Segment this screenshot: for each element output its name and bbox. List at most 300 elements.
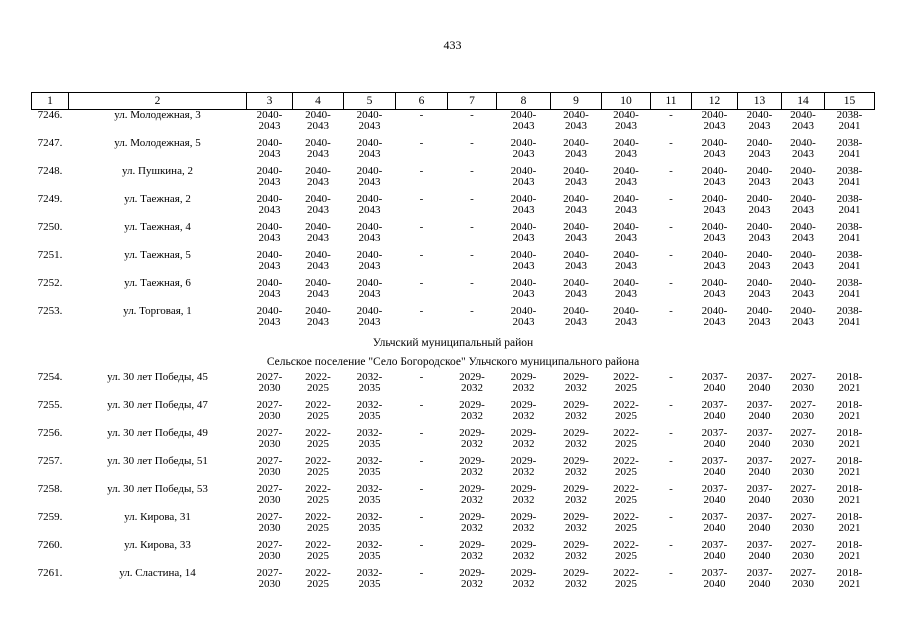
year-range-cell xyxy=(344,568,396,596)
year-range-end: 2030 xyxy=(258,494,281,506)
year-range-end: 2021 xyxy=(838,578,861,590)
year-range-start: 2040- xyxy=(563,305,589,317)
empty-value-cell: - xyxy=(419,137,424,149)
table-row xyxy=(32,428,875,456)
year-range-end: 2043 xyxy=(258,120,281,132)
year-range-cell xyxy=(293,278,344,306)
year-range-start: 2040- xyxy=(701,109,728,121)
year-range-cell xyxy=(551,456,602,484)
year-range-cell xyxy=(293,250,344,278)
year-range-start: 2022- xyxy=(613,371,639,383)
year-range-start: 2038- xyxy=(836,109,863,121)
year-range-end: 2032 xyxy=(461,494,483,506)
year-range-start: 2040- xyxy=(746,221,773,233)
header-row xyxy=(32,93,875,110)
year-range-start: 2029- xyxy=(459,455,485,467)
year-range-cell xyxy=(782,372,825,400)
year-range-cell xyxy=(825,456,875,484)
year-range-start: 2038- xyxy=(836,249,863,261)
year-range-end: 2025 xyxy=(307,522,329,534)
year-range-start: 2037- xyxy=(746,511,773,523)
year-range-cell xyxy=(825,306,875,334)
header-cell: 11 xyxy=(651,93,692,110)
year-range-end: 2030 xyxy=(792,494,814,506)
address-cell: ул. Таежная, 4 xyxy=(124,221,191,233)
year-range-cell xyxy=(448,512,497,540)
year-range-cell xyxy=(825,250,875,278)
year-range-end: 2043 xyxy=(748,120,771,132)
year-range-start: 2040- xyxy=(790,221,816,233)
year-range-end: 2043 xyxy=(565,288,587,300)
year-range-start: 2040- xyxy=(790,109,816,121)
year-range-cell xyxy=(293,110,344,139)
year-range-start: 2022- xyxy=(305,371,331,383)
year-range-start: 2029- xyxy=(563,371,589,383)
year-range-cell xyxy=(825,568,875,596)
year-range-end: 2043 xyxy=(565,316,587,328)
year-range-end: 2043 xyxy=(792,176,814,188)
year-range-end: 2032 xyxy=(461,522,483,534)
year-range-start: 2037- xyxy=(701,455,728,467)
year-range-start: 2040- xyxy=(356,109,383,121)
year-range-cell xyxy=(692,306,738,334)
empty-value-cell: - xyxy=(669,511,673,523)
year-range-end: 2035 xyxy=(358,550,381,562)
year-range-start: 2040- xyxy=(790,165,816,177)
year-range-cell xyxy=(448,456,497,484)
year-range-start: 2040- xyxy=(356,193,383,205)
year-range-end: 2041 xyxy=(838,204,861,216)
empty-value-cell: - xyxy=(419,305,424,317)
year-range-start: 2029- xyxy=(459,511,485,523)
address-cell: ул. Таежная, 5 xyxy=(124,249,191,261)
year-range-end: 2040 xyxy=(703,550,726,562)
year-range-end: 2043 xyxy=(307,316,329,328)
year-range-start: 2040- xyxy=(613,193,639,205)
section-header-row xyxy=(32,334,875,353)
table-row xyxy=(32,222,875,250)
year-range-end: 2025 xyxy=(307,494,329,506)
empty-value-cell: - xyxy=(470,193,474,205)
year-range-end: 2032 xyxy=(565,438,587,450)
year-range-end: 2043 xyxy=(307,260,329,272)
year-range-start: 2037- xyxy=(701,511,728,523)
year-range-cell xyxy=(551,484,602,512)
year-range-end: 2030 xyxy=(258,466,281,478)
year-range-end: 2043 xyxy=(792,232,814,244)
year-range-end: 2043 xyxy=(512,232,535,244)
year-range-start: 2022- xyxy=(613,511,639,523)
year-range-end: 2032 xyxy=(512,410,535,422)
year-range-end: 2035 xyxy=(358,494,381,506)
year-range-end: 2021 xyxy=(838,522,861,534)
year-range-start: 2037- xyxy=(746,539,773,551)
year-range-start: 2022- xyxy=(305,455,331,467)
year-range-cell xyxy=(344,222,396,250)
year-range-cell xyxy=(448,484,497,512)
year-range-end: 2032 xyxy=(461,578,483,590)
empty-value-cell: - xyxy=(419,539,424,551)
year-range-start: 2040- xyxy=(563,249,589,261)
year-range-end: 2032 xyxy=(565,494,587,506)
year-range-end: 2030 xyxy=(258,410,281,422)
address-cell: ул. Молодежная, 3 xyxy=(114,109,201,121)
year-range-start: 2018- xyxy=(836,455,863,467)
year-range-cell xyxy=(497,484,551,512)
year-range-cell xyxy=(692,222,738,250)
year-range-cell xyxy=(825,278,875,306)
year-range-end: 2043 xyxy=(512,120,535,132)
year-range-start: 2040- xyxy=(746,109,773,121)
year-range-end: 2040 xyxy=(703,578,726,590)
year-range-cell xyxy=(551,306,602,334)
year-range-cell xyxy=(738,484,782,512)
year-range-cell xyxy=(497,400,551,428)
row-number: 7255. xyxy=(37,399,63,411)
year-range-end: 2043 xyxy=(748,176,771,188)
year-range-start: 2040- xyxy=(701,277,728,289)
year-range-end: 2043 xyxy=(307,232,329,244)
year-range-start: 2040- xyxy=(701,137,728,149)
year-range-start: 2018- xyxy=(836,399,863,411)
year-range-end: 2043 xyxy=(703,204,726,216)
year-range-end: 2043 xyxy=(358,176,381,188)
year-range-end: 2043 xyxy=(748,260,771,272)
year-range-end: 2032 xyxy=(461,466,483,478)
year-range-end: 2043 xyxy=(307,148,329,160)
year-range-end: 2030 xyxy=(792,522,814,534)
year-range-cell xyxy=(738,456,782,484)
year-range-cell xyxy=(344,428,396,456)
year-range-cell xyxy=(293,484,344,512)
year-range-end: 2025 xyxy=(615,578,637,590)
empty-value-cell: - xyxy=(669,539,673,551)
row-number: 7247. xyxy=(37,137,63,149)
year-range-start: 2029- xyxy=(563,511,589,523)
year-range-start: 2029- xyxy=(563,427,589,439)
year-range-end: 2043 xyxy=(792,120,814,132)
empty-value-cell: - xyxy=(669,305,673,317)
empty-value-cell: - xyxy=(669,455,673,467)
year-range-end: 2043 xyxy=(748,148,771,160)
year-range-start: 2022- xyxy=(613,483,639,495)
year-range-start: 2040- xyxy=(613,249,639,261)
year-range-cell xyxy=(247,428,293,456)
year-range-end: 2030 xyxy=(792,438,814,450)
table-row xyxy=(32,250,875,278)
row-number: 7246. xyxy=(37,109,63,121)
year-range-start: 2040- xyxy=(613,165,639,177)
year-range-end: 2032 xyxy=(565,382,587,394)
year-range-start: 2040- xyxy=(510,277,537,289)
year-range-start: 2040- xyxy=(613,277,639,289)
year-range-end: 2040 xyxy=(748,438,771,450)
year-range-start: 2018- xyxy=(836,539,863,551)
year-range-cell xyxy=(738,222,782,250)
year-range-end: 2032 xyxy=(512,438,535,450)
year-range-end: 2043 xyxy=(358,148,381,160)
empty-value-cell: - xyxy=(419,277,424,289)
empty-value-cell: - xyxy=(669,109,673,121)
row-number: 7252. xyxy=(37,277,63,289)
year-range-end: 2030 xyxy=(792,382,814,394)
year-range-start: 2027- xyxy=(790,511,816,523)
year-range-cell xyxy=(825,110,875,139)
year-range-end: 2043 xyxy=(615,148,637,160)
empty-value-cell: - xyxy=(669,137,673,149)
year-range-start: 2040- xyxy=(356,277,383,289)
year-range-cell xyxy=(825,512,875,540)
year-range-cell xyxy=(247,372,293,400)
year-range-start: 2040- xyxy=(790,193,816,205)
year-range-end: 2040 xyxy=(748,494,771,506)
year-range-start: 2022- xyxy=(613,399,639,411)
year-range-start: 2040- xyxy=(563,109,589,121)
year-range-start: 2022- xyxy=(305,511,331,523)
year-range-end: 2043 xyxy=(615,288,637,300)
year-range-end: 2043 xyxy=(703,176,726,188)
empty-value-cell: - xyxy=(470,137,474,149)
year-range-start: 2032- xyxy=(356,427,383,439)
year-range-start: 2029- xyxy=(563,567,589,579)
year-range-end: 2043 xyxy=(258,260,281,272)
year-range-cell xyxy=(344,540,396,568)
year-range-start: 2038- xyxy=(836,277,863,289)
year-range-cell xyxy=(293,512,344,540)
year-range-cell xyxy=(738,110,782,139)
year-range-start: 2040- xyxy=(356,221,383,233)
year-range-cell xyxy=(782,166,825,194)
year-range-end: 2030 xyxy=(792,410,814,422)
year-range-start: 2029- xyxy=(563,399,589,411)
year-range-start: 2018- xyxy=(836,371,863,383)
address-cell: ул. 30 лет Победы, 45 xyxy=(107,371,208,383)
year-range-start: 2040- xyxy=(613,137,639,149)
year-range-end: 2043 xyxy=(258,176,281,188)
year-range-cell xyxy=(448,372,497,400)
year-range-end: 2035 xyxy=(358,410,381,422)
year-range-cell xyxy=(692,400,738,428)
year-range-start: 2022- xyxy=(305,399,331,411)
year-range-cell xyxy=(825,222,875,250)
year-range-start: 2022- xyxy=(305,427,331,439)
year-range-end: 2030 xyxy=(792,550,814,562)
year-range-start: 2040- xyxy=(613,109,639,121)
year-range-end: 2041 xyxy=(838,148,861,160)
year-range-cell xyxy=(602,484,651,512)
year-range-cell xyxy=(738,166,782,194)
year-range-end: 2043 xyxy=(358,288,381,300)
empty-value-cell: - xyxy=(419,165,424,177)
year-range-cell xyxy=(247,306,293,334)
year-range-start: 2027- xyxy=(790,371,816,383)
year-range-end: 2043 xyxy=(258,288,281,300)
year-range-cell xyxy=(344,278,396,306)
year-range-end: 2043 xyxy=(258,316,281,328)
year-range-cell xyxy=(692,110,738,139)
header-cell: 10 xyxy=(602,93,651,110)
year-range-end: 2040 xyxy=(748,466,771,478)
year-range-start: 2022- xyxy=(305,539,331,551)
year-range-end: 2041 xyxy=(838,316,861,328)
year-range-start: 2040- xyxy=(701,165,728,177)
year-range-cell xyxy=(551,138,602,166)
year-range-start: 2027- xyxy=(256,567,283,579)
year-range-end: 2025 xyxy=(307,466,329,478)
year-range-end: 2025 xyxy=(615,410,637,422)
year-range-cell xyxy=(738,512,782,540)
year-range-end: 2043 xyxy=(307,120,329,132)
year-range-start: 2022- xyxy=(613,455,639,467)
year-range-cell xyxy=(602,278,651,306)
year-range-start: 2040- xyxy=(790,277,816,289)
address-cell: ул. Кирова, 31 xyxy=(124,511,191,523)
year-range-cell xyxy=(782,484,825,512)
year-range-start: 2037- xyxy=(701,371,728,383)
year-range-start: 2040- xyxy=(613,305,639,317)
year-range-start: 2018- xyxy=(836,483,863,495)
register-table xyxy=(31,92,875,596)
year-range-start: 2027- xyxy=(256,427,283,439)
year-range-cell xyxy=(602,540,651,568)
year-range-cell xyxy=(692,512,738,540)
year-range-start: 2037- xyxy=(746,567,773,579)
year-range-end: 2043 xyxy=(748,316,771,328)
year-range-end: 2043 xyxy=(615,120,637,132)
header-cell: 14 xyxy=(782,93,825,110)
year-range-end: 2040 xyxy=(703,438,726,450)
year-range-cell xyxy=(782,222,825,250)
year-range-cell xyxy=(293,400,344,428)
year-range-end: 2043 xyxy=(792,316,814,328)
year-range-cell xyxy=(602,372,651,400)
address-cell: ул. Кирова, 33 xyxy=(124,539,191,551)
year-range-cell xyxy=(551,110,602,139)
year-range-end: 2025 xyxy=(615,494,637,506)
year-range-end: 2035 xyxy=(358,578,381,590)
header-cell: 3 xyxy=(247,93,293,110)
year-range-start: 2040- xyxy=(510,193,537,205)
year-range-start: 2029- xyxy=(510,455,537,467)
year-range-cell xyxy=(692,138,738,166)
year-range-start: 2040- xyxy=(256,305,283,317)
year-range-start: 2022- xyxy=(305,483,331,495)
year-range-cell xyxy=(448,540,497,568)
year-range-cell xyxy=(782,456,825,484)
year-range-end: 2032 xyxy=(461,438,483,450)
year-range-start: 2040- xyxy=(790,137,816,149)
year-range-cell xyxy=(825,484,875,512)
year-range-start: 2032- xyxy=(356,539,383,551)
year-range-end: 2043 xyxy=(792,288,814,300)
year-range-cell xyxy=(293,568,344,596)
year-range-cell xyxy=(782,278,825,306)
year-range-end: 2035 xyxy=(358,522,381,534)
year-range-cell xyxy=(247,484,293,512)
year-range-end: 2043 xyxy=(258,232,281,244)
year-range-end: 2032 xyxy=(565,578,587,590)
year-range-cell xyxy=(247,138,293,166)
year-range-start: 2027- xyxy=(790,455,816,467)
year-range-start: 2040- xyxy=(563,277,589,289)
year-range-end: 2043 xyxy=(615,316,637,328)
year-range-cell xyxy=(782,194,825,222)
empty-value-cell: - xyxy=(419,455,424,467)
year-range-start: 2029- xyxy=(510,511,537,523)
year-range-cell xyxy=(602,110,651,139)
empty-value-cell: - xyxy=(419,399,424,411)
year-range-start: 2040- xyxy=(305,277,331,289)
row-number: 7257. xyxy=(37,455,63,467)
year-range-cell xyxy=(247,194,293,222)
year-range-cell xyxy=(497,194,551,222)
year-range-cell xyxy=(782,250,825,278)
empty-value-cell: - xyxy=(470,277,474,289)
year-range-cell xyxy=(293,428,344,456)
year-range-end: 2043 xyxy=(512,288,535,300)
year-range-end: 2030 xyxy=(258,550,281,562)
year-range-cell xyxy=(602,568,651,596)
year-range-end: 2025 xyxy=(307,382,329,394)
empty-value-cell: - xyxy=(669,249,673,261)
year-range-start: 2029- xyxy=(510,483,537,495)
year-range-cell xyxy=(782,512,825,540)
year-range-end: 2032 xyxy=(512,522,535,534)
year-range-cell xyxy=(602,166,651,194)
header-cell: 5 xyxy=(344,93,396,110)
year-range-end: 2025 xyxy=(307,578,329,590)
year-range-end: 2043 xyxy=(565,260,587,272)
year-range-cell xyxy=(344,194,396,222)
year-range-cell xyxy=(602,306,651,334)
year-range-cell xyxy=(692,428,738,456)
year-range-cell xyxy=(293,166,344,194)
empty-value-cell: - xyxy=(419,511,424,523)
year-range-cell xyxy=(692,194,738,222)
year-range-start: 2040- xyxy=(305,109,331,121)
year-range-cell xyxy=(692,484,738,512)
empty-value-cell: - xyxy=(669,567,673,579)
year-range-cell xyxy=(344,484,396,512)
year-range-end: 2021 xyxy=(838,494,861,506)
year-range-end: 2043 xyxy=(358,316,381,328)
table-body xyxy=(32,110,875,597)
year-range-end: 2043 xyxy=(703,232,726,244)
year-range-start: 2029- xyxy=(510,371,537,383)
year-range-cell xyxy=(497,278,551,306)
year-range-end: 2032 xyxy=(565,550,587,562)
year-range-end: 2043 xyxy=(703,260,726,272)
row-number: 7249. xyxy=(37,193,63,205)
year-range-end: 2043 xyxy=(615,232,637,244)
year-range-cell xyxy=(497,166,551,194)
year-range-end: 2032 xyxy=(461,550,483,562)
year-range-end: 2043 xyxy=(358,232,381,244)
year-range-start: 2027- xyxy=(256,455,283,467)
year-range-end: 2043 xyxy=(615,204,637,216)
year-range-start: 2040- xyxy=(563,221,589,233)
row-number: 7248. xyxy=(37,165,63,177)
table-row xyxy=(32,166,875,194)
year-range-end: 2043 xyxy=(512,148,535,160)
year-range-cell xyxy=(551,278,602,306)
year-range-start: 2029- xyxy=(459,567,485,579)
table-row xyxy=(32,372,875,400)
empty-value-cell: - xyxy=(419,249,424,261)
year-range-start: 2040- xyxy=(305,249,331,261)
year-range-cell xyxy=(247,166,293,194)
year-range-end: 2043 xyxy=(703,316,726,328)
